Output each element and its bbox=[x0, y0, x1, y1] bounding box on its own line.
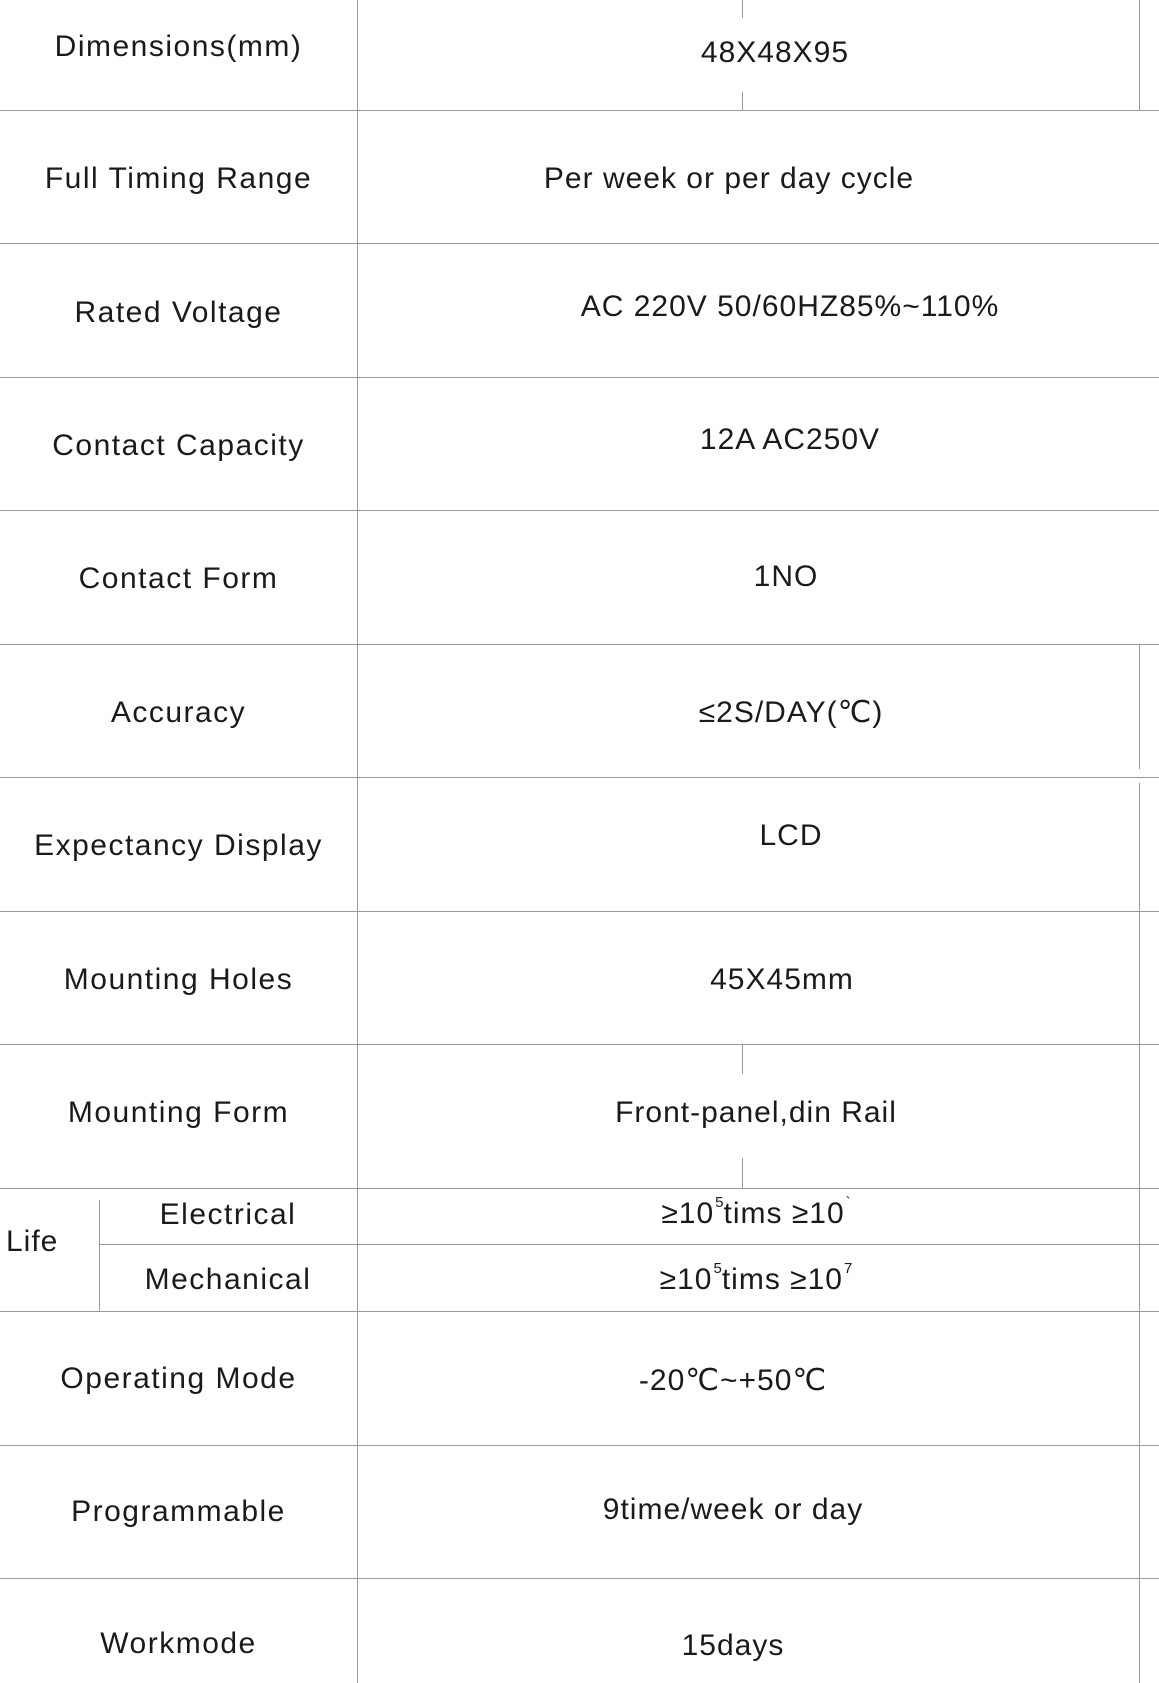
spec-value: 1NO bbox=[753, 560, 819, 593]
spec-value: 12A AC250V bbox=[699, 423, 881, 456]
column-divider bbox=[742, 1158, 743, 1188]
spec-label: Contact Form bbox=[78, 562, 279, 595]
spec-label: Dimensions(mm) bbox=[54, 30, 303, 63]
row-divider bbox=[0, 377, 1159, 378]
mechanical-mid: tims ≥10 bbox=[721, 1263, 843, 1296]
spec-label: Contact Capacity bbox=[52, 429, 305, 462]
row-divider bbox=[0, 510, 1159, 511]
row-divider bbox=[0, 1044, 1159, 1045]
life-label: Life bbox=[6, 1225, 59, 1258]
spec-value: Front-panel,din Rail bbox=[615, 1096, 897, 1129]
spec-value: Per week or per day cycle bbox=[543, 162, 915, 195]
spec-label: Accuracy bbox=[110, 696, 247, 729]
row-divider bbox=[0, 644, 1159, 645]
spec-value: 9time/week or day bbox=[602, 1493, 864, 1526]
spec-label: Expectancy Display bbox=[34, 829, 323, 862]
spec-label: Programmable bbox=[71, 1495, 286, 1528]
row-divider bbox=[0, 1445, 1159, 1446]
spec-value: 45X45mm bbox=[710, 963, 854, 996]
spec-value: -20℃~+50℃ bbox=[638, 1364, 828, 1397]
electrical-value bbox=[256, 1196, 1159, 1237]
mechanical-exponent: 5 bbox=[713, 1260, 722, 1277]
row-divider bbox=[0, 243, 1159, 244]
mechanical-value bbox=[256, 1262, 1159, 1303]
row-divider bbox=[0, 110, 1159, 111]
mechanical-exponent-2: 7 bbox=[844, 1260, 853, 1277]
spec-value: AC 220V 50/60HZ85%~110% bbox=[580, 290, 1000, 323]
mechanical-prefix: ≥10 bbox=[659, 1263, 713, 1296]
spec-value: ≤2S/DAY(℃) bbox=[698, 696, 884, 729]
spec-label: Mounting Form bbox=[67, 1096, 290, 1129]
row-divider bbox=[99, 1244, 1159, 1245]
spec-value: LCD bbox=[759, 819, 823, 852]
electrical-prefix: ≥10 bbox=[661, 1197, 715, 1230]
row-divider bbox=[0, 1578, 1159, 1579]
spec-label: Full Timing Range bbox=[44, 162, 313, 195]
spec-value: 48X48X95 bbox=[700, 36, 850, 69]
mechanical-label: Mechanical bbox=[144, 1263, 312, 1296]
row-divider bbox=[0, 1188, 1159, 1189]
electrical-label: Electrical bbox=[159, 1198, 297, 1231]
row-divider bbox=[0, 777, 1159, 778]
spec-label: Rated Voltage bbox=[74, 296, 283, 329]
column-divider bbox=[742, 0, 743, 18]
electrical-exponent: 5 bbox=[715, 1194, 724, 1211]
spec-value: 15days bbox=[681, 1629, 785, 1662]
electrical-mid: tims ≥10 bbox=[723, 1197, 845, 1230]
row-divider bbox=[0, 1311, 1159, 1312]
column-divider bbox=[742, 1044, 743, 1074]
spec-label: Workmode bbox=[100, 1627, 257, 1660]
electrical-exponent-2: ` bbox=[845, 1194, 851, 1211]
row-divider bbox=[0, 911, 1159, 912]
spec-label: Mounting Holes bbox=[63, 963, 294, 996]
column-divider bbox=[742, 92, 743, 110]
spec-label: Operating Mode bbox=[60, 1362, 297, 1395]
